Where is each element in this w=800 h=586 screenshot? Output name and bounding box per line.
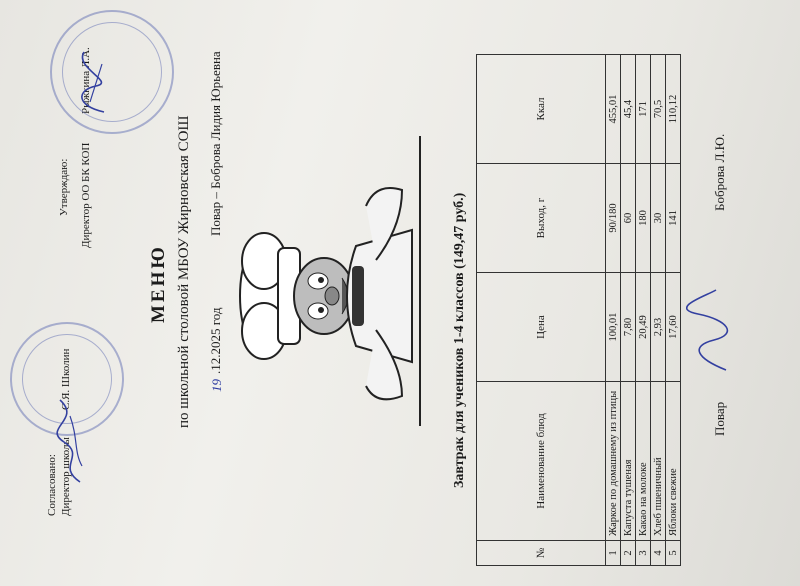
date-day-handwritten: 19	[209, 379, 224, 392]
page-title: МЕНЮ	[148, 244, 169, 323]
table-row	[621, 55, 636, 566]
dish-kcal: 171	[636, 55, 651, 164]
row-number: 2	[621, 541, 636, 566]
approval-left-name: С.Я. Школин	[60, 348, 72, 410]
table-header-row	[477, 55, 606, 566]
column-header: №	[477, 541, 606, 566]
approval-left-label: Согласовано:	[46, 454, 58, 516]
cook-line: Повар – Боброва Лидия Юрьевна	[208, 51, 223, 236]
table-row	[636, 55, 651, 566]
approval-right-label: Утверждаю:	[58, 158, 70, 216]
table-row	[651, 55, 666, 566]
column-header: Выход, г	[477, 164, 606, 273]
page-subtitle: по школьной столовой МБОУ Жирновская СОШ	[176, 115, 192, 428]
row-number: 3	[636, 541, 651, 566]
footer-cook-name: Боброва Л.Ю.	[712, 133, 727, 211]
dish-yield: 60	[621, 164, 636, 273]
chef-illustration	[226, 136, 426, 426]
table-row	[606, 55, 621, 566]
approval-left-person: Директор школы	[60, 437, 72, 516]
dish-name: Жаркое по домашнему из птицы	[606, 382, 621, 541]
dish-price: 20,49	[636, 273, 651, 382]
meal-heading: Завтрак для учеников 1-4 классов (149,47 руб.)	[452, 192, 467, 488]
left-signature	[52, 396, 88, 486]
dish-name: Яблоки свежие	[666, 382, 681, 541]
dish-kcal: 70,5	[651, 55, 666, 164]
dish-kcal: 455,01	[606, 55, 621, 164]
row-number: 1	[606, 541, 621, 566]
column-header: Наименование блюд	[477, 382, 606, 541]
approval-right-person: Директор ОО БК КОП	[80, 142, 92, 248]
dish-price: 7,80	[621, 273, 636, 382]
footer-cook-label: Повар	[712, 401, 727, 436]
row-number: 4	[651, 541, 666, 566]
approval-right-name: Рыжкина Л.А.	[80, 47, 92, 114]
dish-price: 2,93	[651, 273, 666, 382]
dish-price: 100,01	[606, 273, 621, 382]
column-header: Ккал	[477, 55, 606, 164]
dish-kcal: 110,12	[666, 55, 681, 164]
dish-price: 17,60	[666, 273, 681, 382]
menu-table	[476, 54, 681, 566]
column-header: Цена	[477, 273, 606, 382]
row-number: 5	[666, 541, 681, 566]
right-seal-stamp	[50, 10, 174, 134]
right-signature	[70, 46, 110, 116]
dish-name: Какао на молоке	[636, 382, 651, 541]
dish-yield: 90/180	[606, 164, 621, 273]
table-row	[666, 55, 681, 566]
date-text: .12.2025 год	[208, 307, 223, 374]
dish-name: Хлеб пшеничный	[651, 382, 666, 541]
dish-name: Капуста тушеная	[621, 382, 636, 541]
dish-yield: 30	[651, 164, 666, 273]
footer-signature	[686, 286, 736, 376]
dish-kcal: 45,4	[621, 55, 636, 164]
dish-yield: 141	[666, 164, 681, 273]
dish-yield: 180	[636, 164, 651, 273]
